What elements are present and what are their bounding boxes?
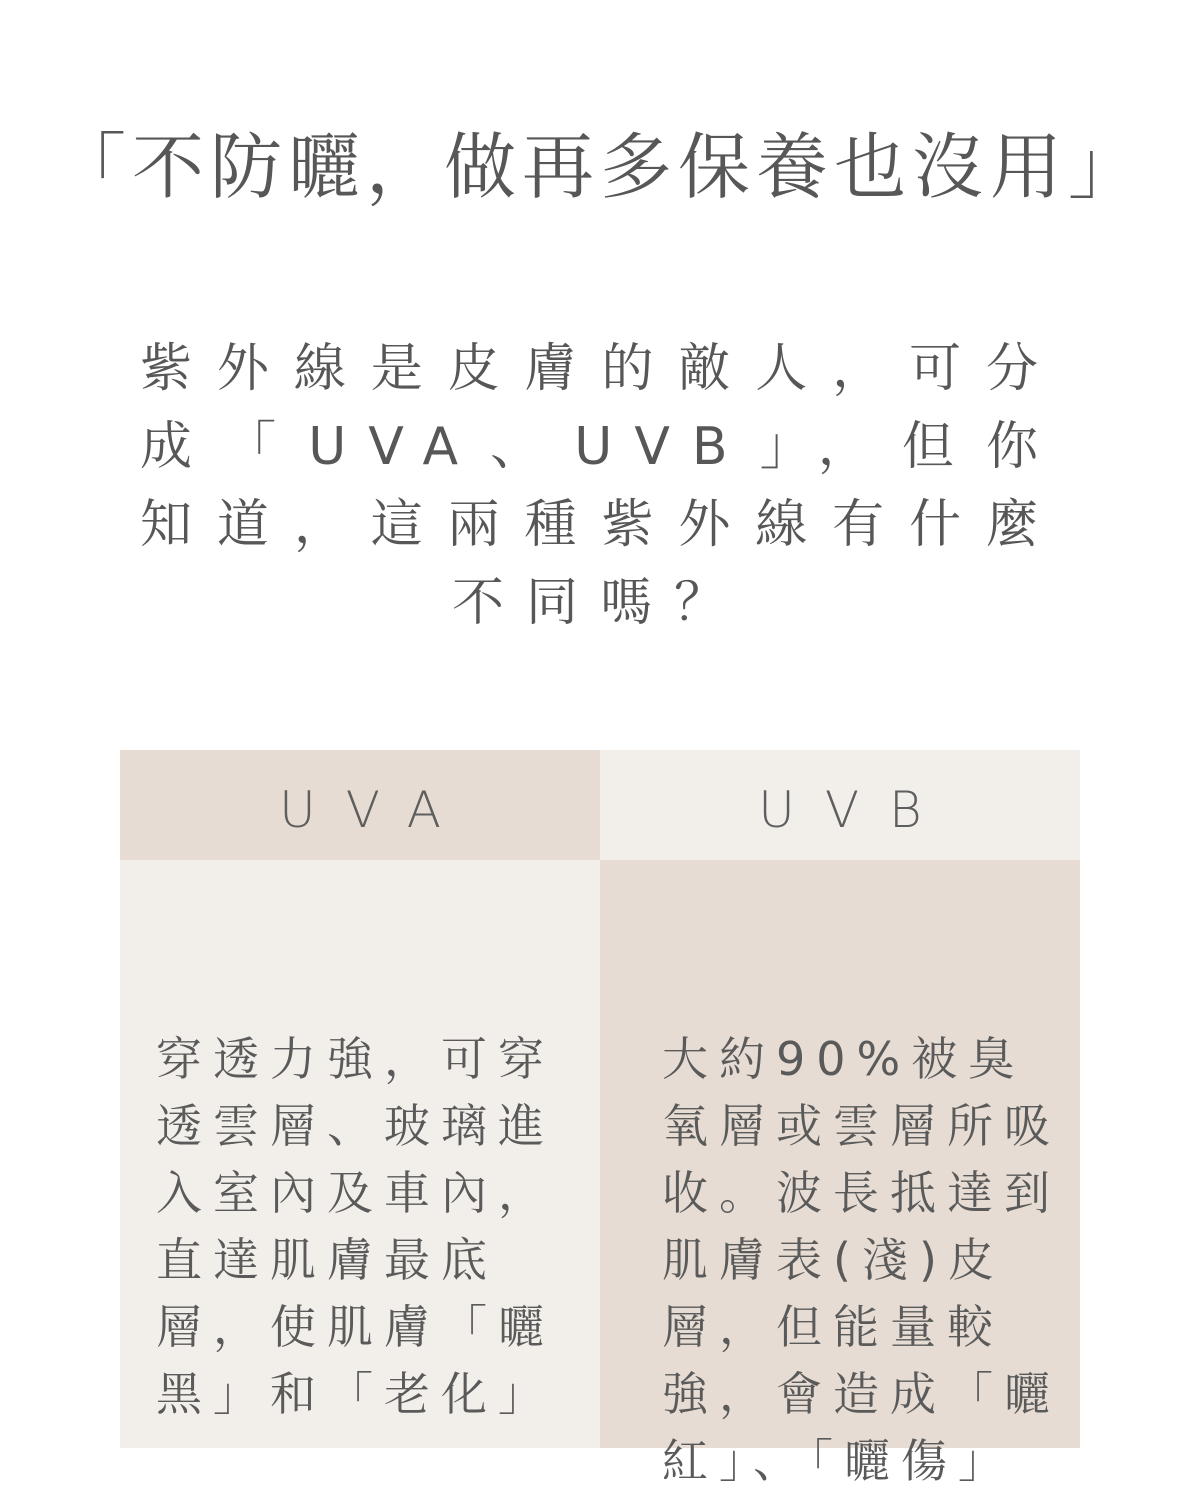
uvb-description-line: 紅」、「曬傷」 <box>662 1434 1015 1488</box>
page-title: 「不防曬，做再多保養也沒用」 <box>53 125 1146 209</box>
intro-line: 知道，這兩種紫外線有什麼 <box>140 495 1060 555</box>
uvb-header-label: UVB <box>758 781 952 839</box>
uv-comparison-table <box>120 750 1080 1488</box>
uvb-description-line: 肌膚表(淺)皮 <box>662 1233 1005 1287</box>
uva-description-line: 穿透力強，可穿 <box>156 1032 555 1086</box>
uva-description-line: 直達肌膚最底 <box>156 1233 498 1287</box>
uva-description-line: 層，使肌膚「曬 <box>156 1300 555 1354</box>
uvb-description-line: 層，但能量較 <box>662 1300 1004 1354</box>
uva-description-cell <box>120 860 600 1448</box>
uva-header-label: UVA <box>279 781 471 839</box>
uvb-description-cell <box>600 860 1080 1488</box>
intro-line: 不同嗎？ <box>451 573 748 633</box>
uvb-description-line: 氧層或雲層所吸 <box>662 1099 1061 1153</box>
uva-description-line: 黑」和「老化」 <box>156 1367 555 1421</box>
uvb-description <box>662 1026 1062 1495</box>
intro-paragraph <box>140 330 1060 642</box>
uva-header-cell <box>120 750 600 860</box>
uvb-description-line: 大約90%被臭 <box>662 1032 1026 1086</box>
intro-line: 成「UVA、UVB」，但你 <box>140 417 1060 477</box>
uva-description-line: 透雲層、玻璃進 <box>156 1099 555 1153</box>
uvb-description-line: 收。波長抵達到 <box>662 1166 1061 1220</box>
intro-line: 紫外線是皮膚的敵人，可分 <box>140 339 1060 399</box>
uvb-header-cell <box>600 750 1080 860</box>
uva-description-line: 入室內及車內， <box>156 1166 555 1220</box>
uvb-description-line: 強，會造成「曬 <box>662 1367 1061 1421</box>
uva-description <box>156 1026 576 1428</box>
